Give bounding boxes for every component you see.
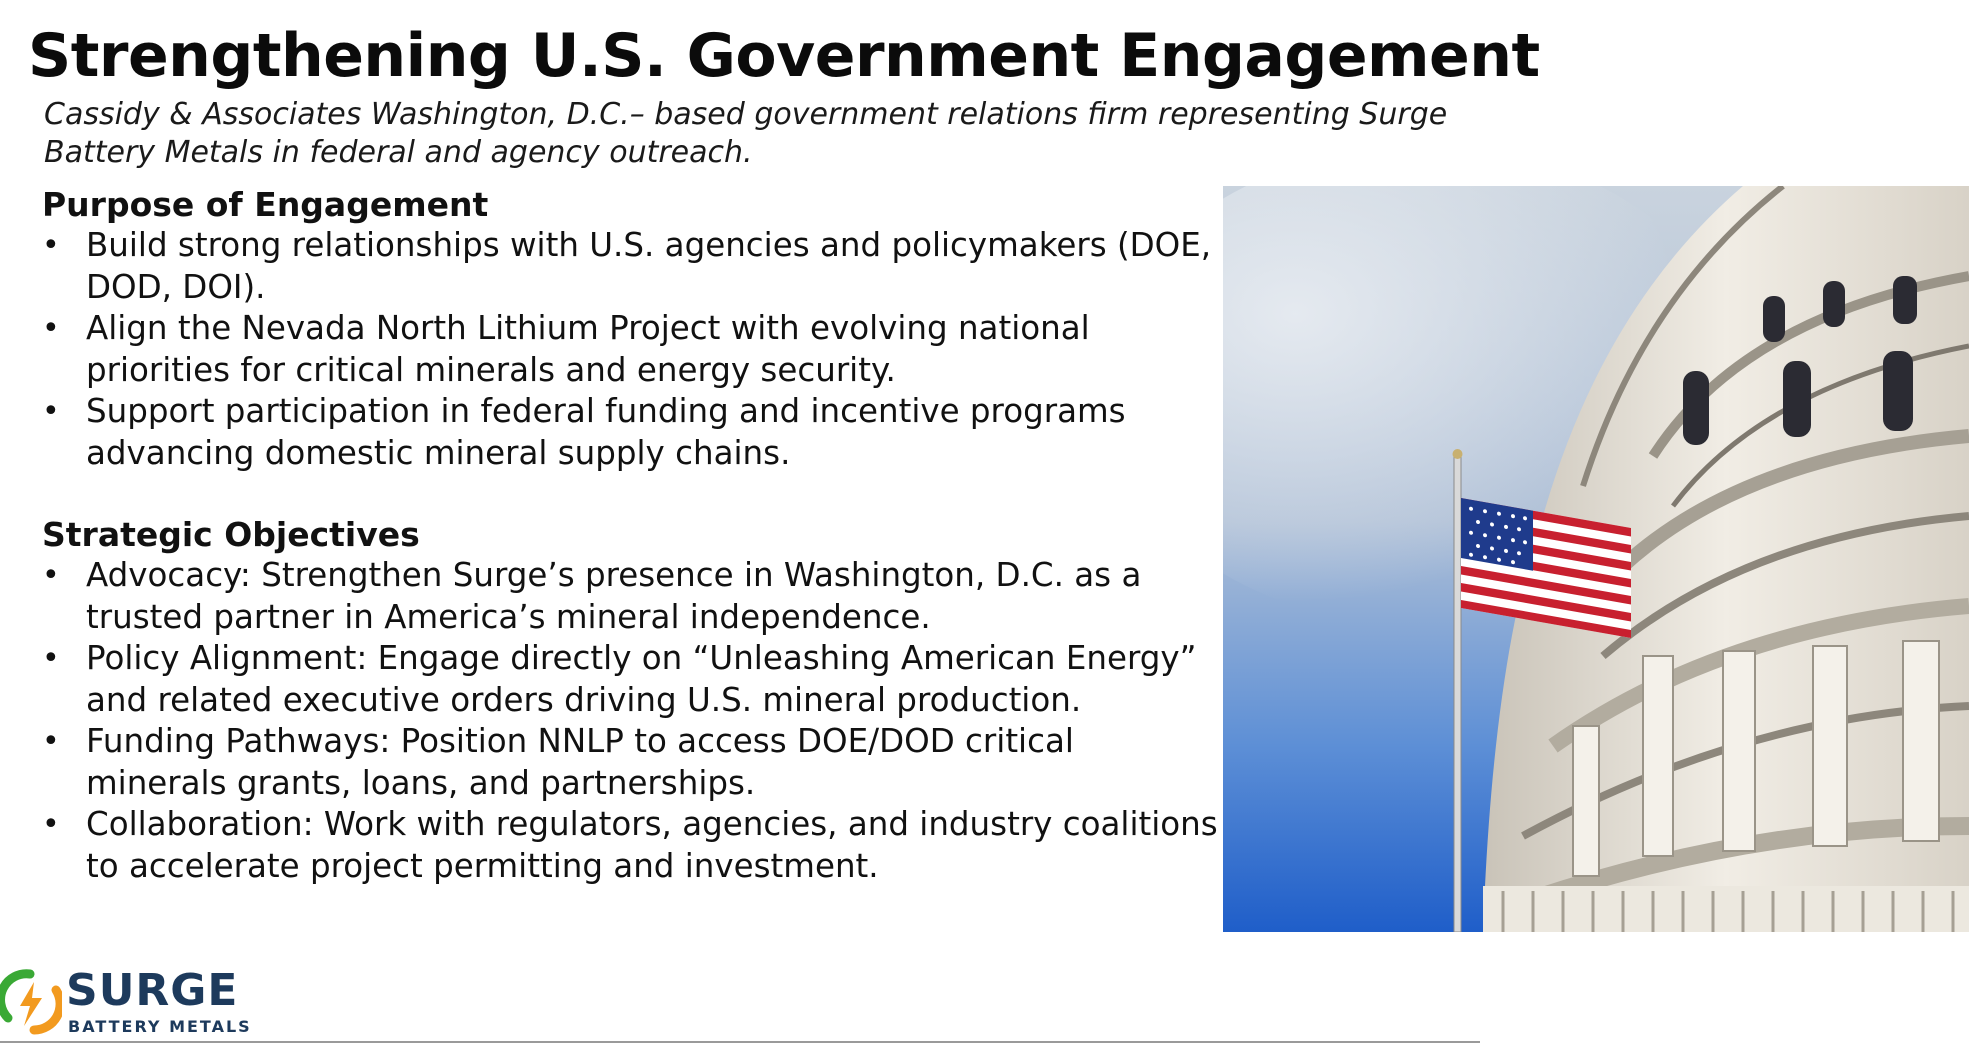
objective-item: • Collaboration: Work with regulators, agencies, and industry coalitions to accelerate project permitting and investment. bbox=[42, 804, 1222, 887]
objective-item: • Policy Alignment: Engage directly on “Unleashing American Energy” and related executive orders driving U.S. mineral production. bbox=[42, 638, 1222, 721]
objectives-section bbox=[42, 515, 1222, 887]
surge-bolt-icon bbox=[0, 968, 62, 1038]
purpose-item: • Align the Nevada North Lithium Project with evolving national priorities for critical minerals and energy security. bbox=[42, 308, 1222, 391]
purpose-section bbox=[42, 185, 1222, 474]
purpose-list bbox=[42, 225, 1222, 474]
objective-item: • Advocacy: Strengthen Surge’s presence in Washington, D.C. as a trusted partner in America’s mineral independence. bbox=[42, 555, 1222, 638]
purpose-item: • Support participation in federal funding and incentive programs advancing domestic mineral supply chains. bbox=[42, 391, 1222, 474]
objective-item: • Funding Pathways: Position NNLP to access DOE/DOD critical minerals grants, loans, and partnerships. bbox=[42, 721, 1222, 804]
slide-subtitle: Cassidy & Associates Washington, D.C.– based government relations firm representing Surge Battery Metals in federal and agency outreach. bbox=[44, 97, 1448, 170]
logo-wordmark: SURGE bbox=[66, 965, 239, 1016]
logo-tagline: BATTERY METALS bbox=[68, 1017, 252, 1036]
slide-title: Strengthening U.S. Government Engagement bbox=[28, 21, 1540, 91]
footer-divider bbox=[0, 1041, 1480, 1043]
capitol-flag-photo bbox=[1223, 186, 1969, 932]
purpose-item: • Build strong relationships with U.S. agencies and policymakers (DOE, DOD, DOI). bbox=[42, 225, 1222, 308]
objectives-list bbox=[42, 555, 1222, 887]
purpose-heading: Purpose of Engagement bbox=[42, 185, 489, 224]
objectives-heading: Strategic Objectives bbox=[42, 515, 420, 554]
